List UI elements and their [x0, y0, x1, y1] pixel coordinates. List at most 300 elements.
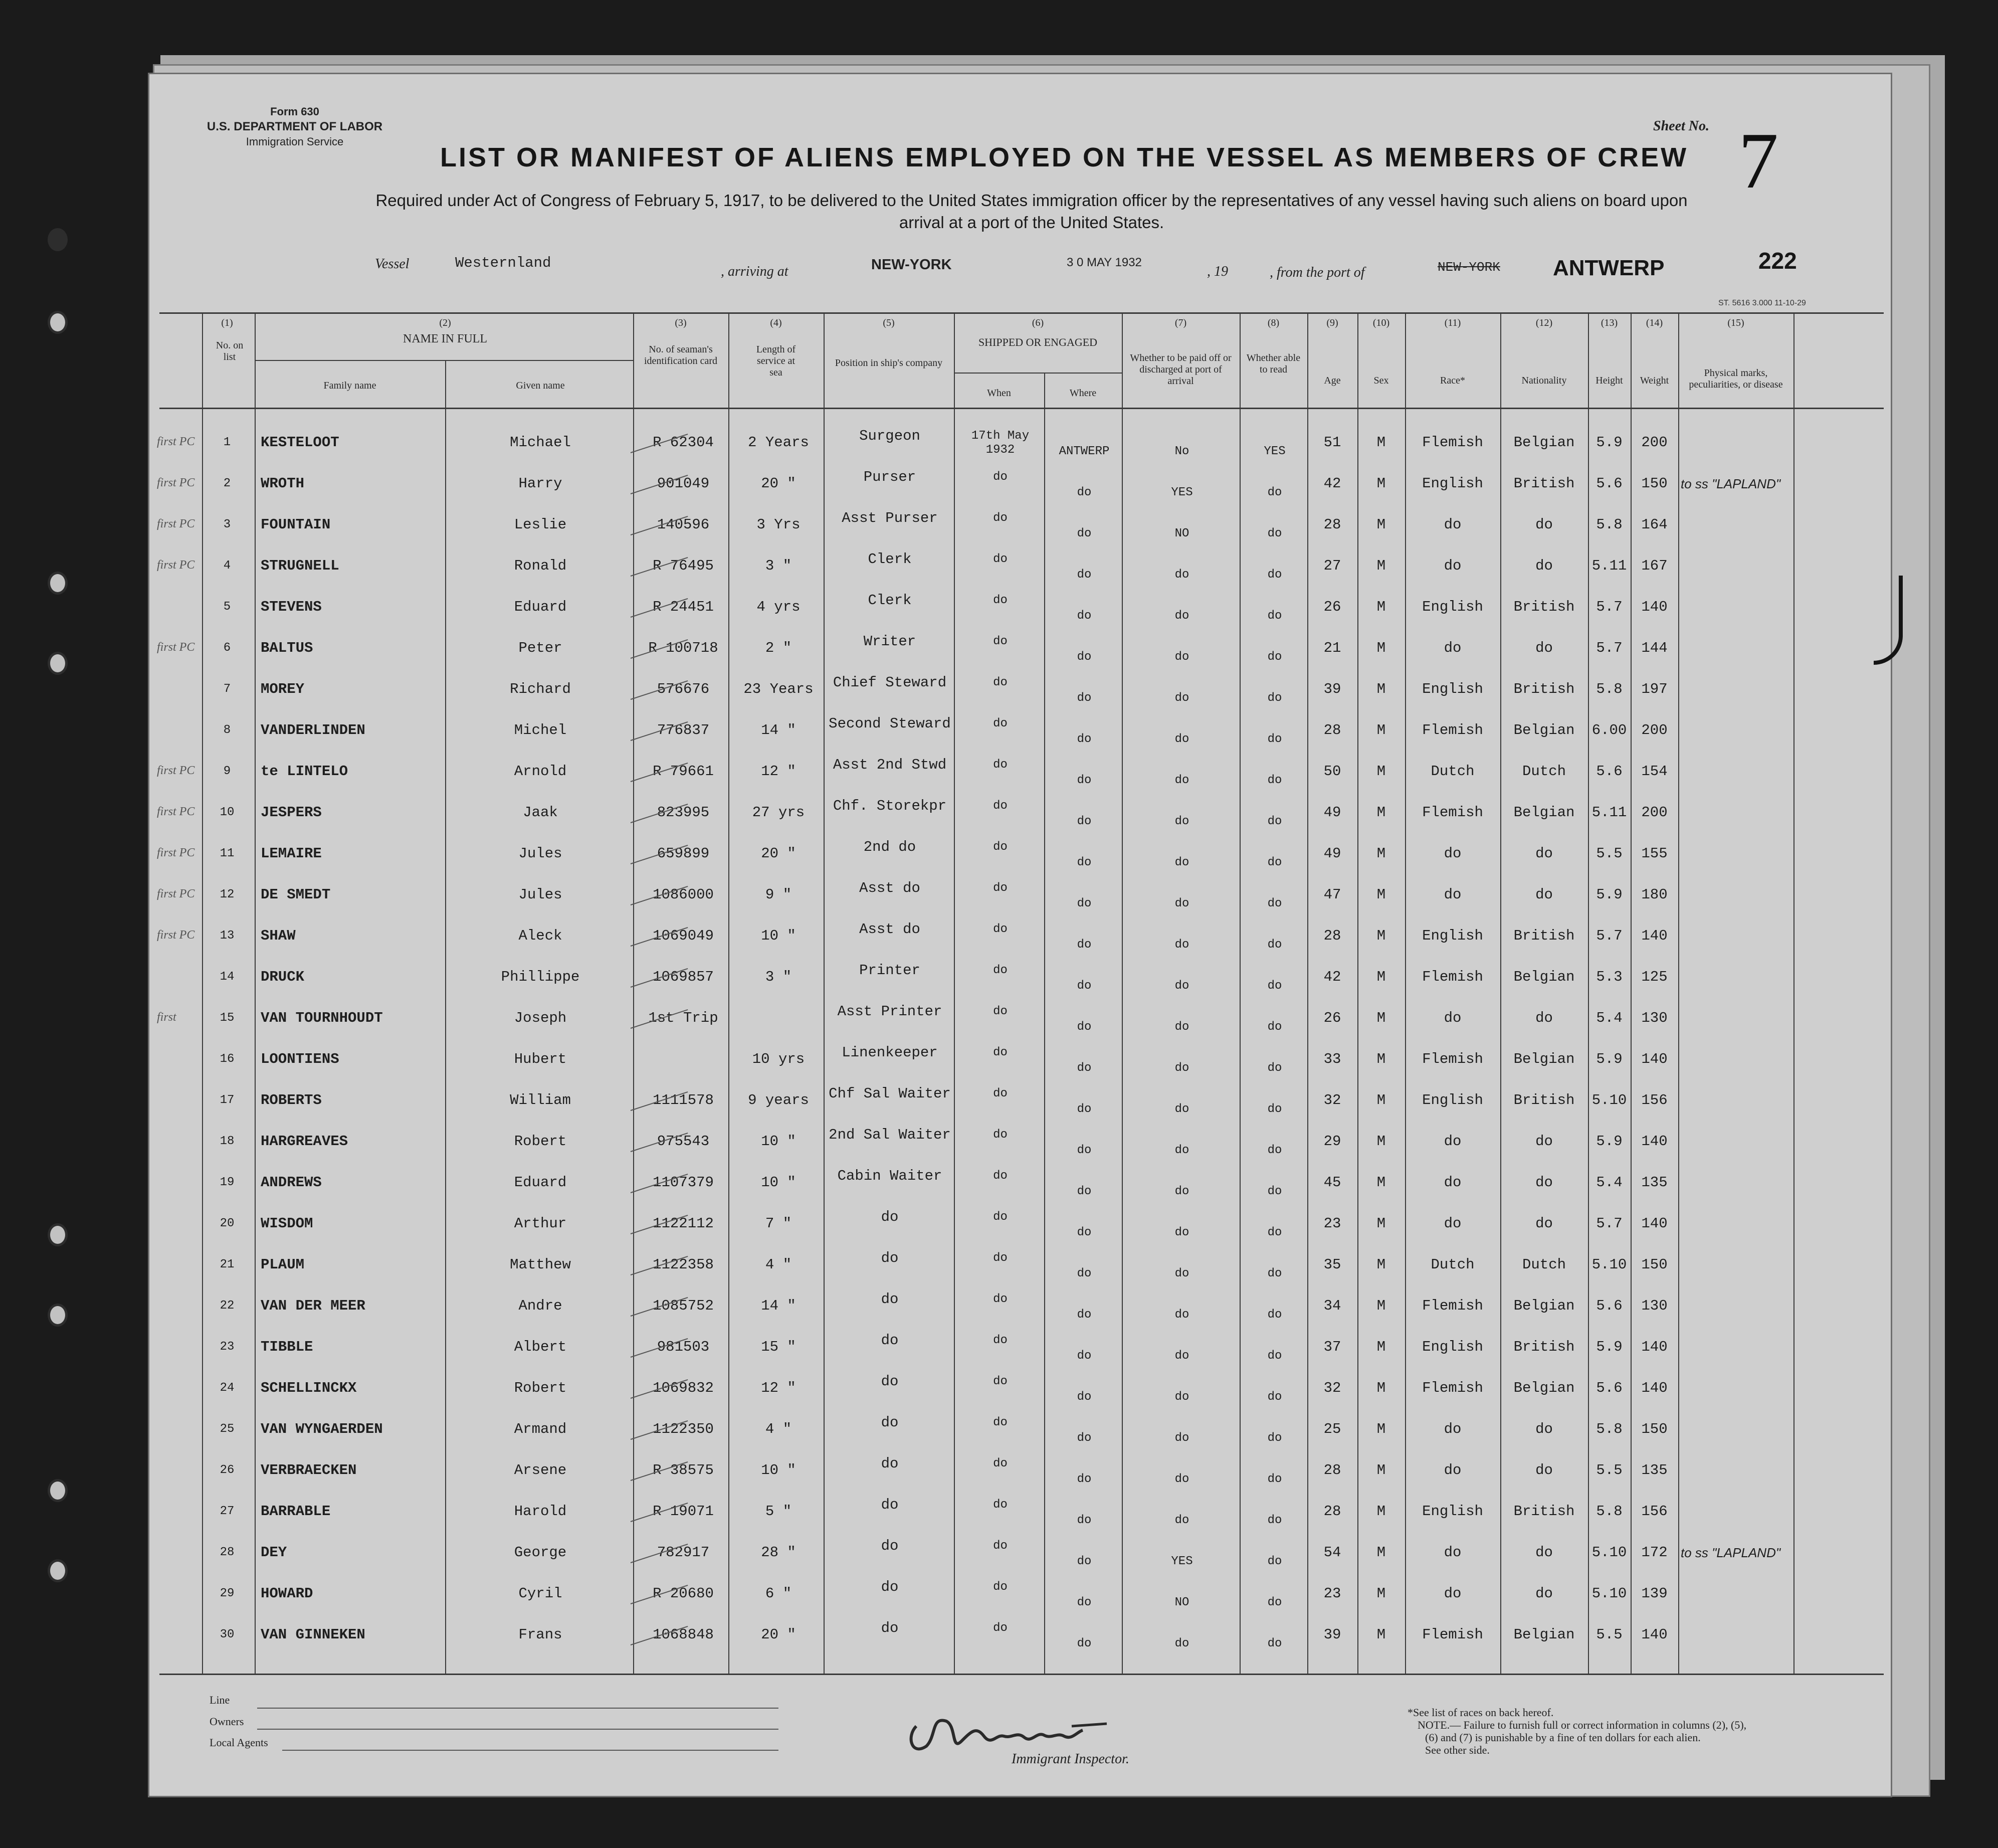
cell-where: do: [1077, 1596, 1092, 1609]
cell-nat: do: [1535, 845, 1553, 862]
cell-when: do: [993, 594, 1008, 607]
cell-age: 51: [1323, 434, 1341, 451]
cell-card: 901049: [657, 475, 710, 492]
cell-height: 5.9: [1596, 1133, 1623, 1150]
cell-weight: 180: [1641, 886, 1668, 903]
cell-when: do: [993, 1334, 1008, 1347]
cell-read: do: [1267, 1555, 1282, 1568]
col-3-number: (3): [675, 317, 687, 328]
cell-service: 4 ": [765, 1421, 792, 1437]
cell-position: Clerk: [868, 592, 912, 609]
cell-where: do: [1077, 1390, 1092, 1404]
cell-family: TIBBLE: [261, 1339, 313, 1355]
cell-service: 10 ": [761, 1133, 796, 1150]
cell-paid: do: [1174, 1102, 1189, 1116]
cell-age: 49: [1323, 845, 1341, 862]
cell-no: 27: [220, 1505, 235, 1518]
binder-hole-icon: [48, 572, 68, 595]
cell-position: do: [881, 1538, 899, 1554]
binder-hole-icon: [48, 652, 68, 675]
cell-card: 1122112: [653, 1215, 714, 1232]
cell-race: do: [1444, 1421, 1462, 1437]
margin-note: first PC: [157, 929, 195, 942]
cell-height: 5.10: [1591, 1092, 1627, 1108]
cell-no: 3: [223, 518, 231, 531]
cell-card: R 38575: [653, 1462, 714, 1479]
cell-family: BALTUS: [261, 640, 313, 656]
footer-owners-label: Owners: [210, 1715, 244, 1728]
department-name: U.S. DEPARTMENT OF LABOR: [207, 120, 383, 133]
cell-weight: 150: [1641, 1421, 1668, 1437]
manifest-subtitle: [265, 190, 1799, 234]
cell-height: 5.4: [1596, 1174, 1623, 1191]
cell-given: Arsene: [514, 1462, 567, 1479]
cell-when: do: [993, 1457, 1008, 1470]
cell-given: Matthew: [510, 1256, 571, 1273]
cell-sex: M: [1376, 558, 1386, 574]
footer-agents-label: Local Agents: [210, 1736, 268, 1749]
cell-where: do: [1077, 815, 1092, 828]
cell-paid: do: [1174, 815, 1189, 828]
col-11-header: Race*: [1440, 375, 1465, 386]
cell-weight: 140: [1641, 928, 1668, 944]
cell-given: Aleck: [518, 928, 562, 944]
cell-sex: M: [1376, 845, 1386, 862]
cell-nat: do: [1535, 1421, 1553, 1437]
cell-card: 1107379: [653, 1174, 714, 1191]
cell-where: do: [1077, 1637, 1092, 1650]
cell-age: 50: [1323, 763, 1341, 780]
cell-card: R 76495: [653, 558, 714, 574]
cell-age: 35: [1323, 1256, 1341, 1273]
cell-weight: 200: [1641, 434, 1668, 451]
cell-position: do: [881, 1291, 899, 1308]
shipped-split-rule: [954, 373, 1122, 374]
column-divider: [1044, 373, 1045, 1674]
col-6-header: SHIPPED OR ENGAGED: [978, 336, 1098, 348]
cell-where: do: [1077, 1144, 1092, 1157]
margin-note: first PC: [157, 476, 195, 489]
cell-nat: Belgian: [1513, 804, 1575, 821]
column-divider: [633, 312, 634, 1674]
cell-no: 19: [220, 1176, 235, 1189]
cell-paid: do: [1174, 1431, 1189, 1445]
cell-sex: M: [1376, 1544, 1386, 1561]
agents-underline: [282, 1750, 778, 1751]
cell-nat: do: [1535, 1544, 1553, 1561]
cell-paid: do: [1174, 1267, 1189, 1280]
cell-when: do: [993, 964, 1008, 977]
cell-position: Clerk: [868, 551, 912, 568]
cell-card: 782917: [657, 1544, 710, 1561]
cell-when: do: [993, 1539, 1008, 1553]
cell-paid: do: [1174, 568, 1189, 582]
cell-height: 5.8: [1596, 681, 1623, 697]
cell-sex: M: [1376, 599, 1386, 615]
cell-read: do: [1267, 897, 1282, 910]
subtitle-line-2: arrival at a port of the United States.: [899, 213, 1164, 232]
cell-position: do: [881, 1455, 899, 1472]
cell-position: 2nd Sal Waiter: [829, 1127, 951, 1143]
cell-when: do: [993, 511, 1008, 525]
cell-height: 5.7: [1596, 599, 1623, 615]
cell-race: Flemish: [1422, 804, 1483, 821]
cell-card: 1111578: [653, 1092, 714, 1108]
cell-nat: British: [1513, 681, 1575, 697]
cell-position: 2nd do: [863, 839, 916, 855]
cell-when: do: [993, 758, 1008, 772]
arriving-label: , arriving at: [721, 264, 788, 279]
cell-height: 5.8: [1596, 1503, 1623, 1520]
cell-when: do: [993, 1292, 1008, 1306]
cell-paid: do: [1174, 1226, 1189, 1239]
cell-family: DRUCK: [261, 969, 305, 985]
cell-read: do: [1267, 1596, 1282, 1609]
cell-given: Ronald: [514, 558, 567, 574]
cell-age: 27: [1323, 558, 1341, 574]
cell-service: 10 ": [761, 1462, 796, 1479]
cell-where: do: [1077, 650, 1092, 664]
cell-family: FOUNTAIN: [261, 516, 331, 533]
col-8-number: (8): [1267, 317, 1280, 328]
cell-given: Eduard: [514, 1174, 567, 1191]
col-7-header: Whether to be paid off or discharged at port of arrival: [1130, 352, 1232, 387]
cell-weight: 200: [1641, 804, 1668, 821]
cell-height: 5.6: [1596, 475, 1623, 492]
cell-family: WROTH: [261, 475, 305, 492]
cell-height: 5.10: [1591, 1585, 1627, 1602]
cell-nat: British: [1513, 928, 1575, 944]
cell-service: 12 ": [761, 763, 796, 780]
margin-note: first PC: [157, 764, 195, 777]
col-6-number: (6): [1032, 317, 1044, 328]
cell-nat: British: [1513, 475, 1575, 492]
column-divider: [824, 312, 825, 1674]
cell-card: 1122358: [653, 1256, 714, 1273]
cell-card: R 79661: [653, 763, 714, 780]
cell-service: 20 ": [761, 475, 796, 492]
cell-position: do: [881, 1250, 899, 1266]
cell-age: 42: [1323, 475, 1341, 492]
cell-when: do: [993, 1005, 1008, 1018]
cell-paid: do: [1174, 1390, 1189, 1404]
service-name: Immigration Service: [246, 135, 344, 148]
cell-given: William: [510, 1092, 571, 1108]
cell-given: Harold: [514, 1503, 567, 1520]
cell-no: 16: [220, 1052, 235, 1066]
cell-family: KESTELOOT: [261, 434, 339, 451]
cell-where: do: [1077, 691, 1092, 705]
cell-paid: do: [1174, 774, 1189, 787]
cell-weight: 140: [1641, 1051, 1668, 1067]
cell-no: 13: [220, 929, 235, 943]
cell-race: Flemish: [1422, 434, 1483, 451]
cell-race: Flemish: [1422, 1380, 1483, 1396]
cell-when: do: [993, 1210, 1008, 1224]
cell-height: 5.5: [1596, 1626, 1623, 1643]
cell-given: Arthur: [514, 1215, 567, 1232]
cell-sex: M: [1376, 1174, 1386, 1191]
margin-note: first: [157, 1011, 176, 1024]
col-15-header: Physical marks, peculiarities, or disease: [1689, 367, 1783, 390]
col-12-header: Nationality: [1521, 375, 1567, 386]
cell-service: 23 Years: [743, 681, 814, 697]
cell-sex: M: [1376, 475, 1386, 492]
cell-no: 9: [223, 765, 231, 778]
cell-no: 18: [220, 1135, 235, 1148]
cell-nat: British: [1513, 1503, 1575, 1520]
col-1-number: (1): [221, 317, 233, 328]
cell-no: 30: [220, 1628, 235, 1641]
cell-race: English: [1422, 1092, 1483, 1108]
cell-race: Flemish: [1422, 722, 1483, 738]
cell-when: do: [993, 1580, 1008, 1594]
cell-weight: 167: [1641, 558, 1668, 574]
col-5-number: (5): [883, 317, 895, 328]
cell-position: do: [881, 1373, 899, 1390]
cell-service: 14 ": [761, 722, 796, 738]
col-14-header: Weight: [1640, 375, 1669, 386]
cell-service: 7 ": [765, 1215, 792, 1232]
cell-no: 5: [223, 600, 231, 614]
col-9-header: Age: [1324, 375, 1341, 386]
cell-family: STRUGNELL: [261, 558, 339, 574]
cell-weight: 140: [1641, 1133, 1668, 1150]
margin-note: first PC: [157, 559, 195, 572]
cell-when: do: [993, 1087, 1008, 1100]
cell-read: do: [1267, 1267, 1282, 1280]
binder-hole-icon: [48, 311, 68, 334]
cell-sex: M: [1376, 640, 1386, 656]
cell-age: 39: [1323, 1626, 1341, 1643]
cell-race: do: [1444, 1215, 1462, 1232]
cell-race: Dutch: [1431, 763, 1475, 780]
cell-sex: M: [1376, 928, 1386, 944]
cell-card: R 100718: [648, 640, 718, 656]
cell-when: do: [993, 799, 1008, 813]
cell-paid: do: [1174, 1637, 1189, 1650]
cell-height: 5.9: [1596, 1051, 1623, 1067]
cell-no: 23: [220, 1340, 235, 1354]
cell-position: do: [881, 1579, 899, 1595]
cell-family: LOONTIENS: [261, 1051, 339, 1067]
cell-weight: 144: [1641, 640, 1668, 656]
cell-family: DEY: [261, 1544, 287, 1561]
cell-weight: 130: [1641, 1298, 1668, 1314]
arriving-port: NEW-YORK: [871, 257, 952, 273]
cell-read: do: [1267, 1185, 1282, 1198]
cell-nat: Belgian: [1513, 1626, 1575, 1643]
cell-card: 1085752: [653, 1298, 714, 1314]
cell-no: 8: [223, 723, 231, 737]
cell-nat: Dutch: [1522, 1256, 1566, 1273]
cell-sex: M: [1376, 886, 1386, 903]
cell-card: 576676: [657, 681, 710, 697]
cell-service: 4 ": [765, 1256, 792, 1273]
cell-when: do: [993, 470, 1008, 484]
cell-age: 28: [1323, 1462, 1341, 1479]
column-divider: [954, 312, 955, 1674]
cell-position: do: [881, 1209, 899, 1225]
cell-age: 28: [1323, 516, 1341, 533]
cell-read: do: [1267, 1431, 1282, 1445]
penalty-note-3: See other side.: [1425, 1744, 1490, 1756]
cell-when: do: [993, 1498, 1008, 1512]
cell-no: 28: [220, 1546, 235, 1559]
cell-where: do: [1077, 1061, 1092, 1075]
cell-paid: do: [1174, 691, 1189, 705]
arrival-date-stamp: 3 0 MAY 1932: [1067, 256, 1142, 269]
cell-service: 14 ": [761, 1298, 796, 1314]
cell-nat: do: [1535, 886, 1553, 903]
cell-given: Eduard: [514, 599, 567, 615]
cell-race: do: [1444, 640, 1462, 656]
cell-read: do: [1267, 609, 1282, 623]
cell-service: 28 ": [761, 1544, 796, 1561]
cell-paid: YES: [1171, 1555, 1193, 1568]
cell-marks: to ss "LAPLAND": [1681, 1545, 1781, 1560]
cell-race: do: [1444, 886, 1462, 903]
sheet-number: 7: [1738, 116, 1778, 205]
cell-card: 1069857: [653, 969, 714, 985]
cell-when: do: [993, 1128, 1008, 1142]
cell-when: do: [993, 840, 1008, 854]
cell-family: VAN GINNEKEN: [261, 1626, 365, 1643]
cell-height: 5.8: [1596, 516, 1623, 533]
cell-given: Robert: [514, 1133, 567, 1150]
cell-age: 25: [1323, 1421, 1341, 1437]
cell-card: R 24451: [653, 599, 714, 615]
cell-age: 28: [1323, 1503, 1341, 1520]
cell-paid: do: [1174, 732, 1189, 746]
cell-where: do: [1077, 897, 1092, 910]
cell-position: Chf. Storekpr: [833, 798, 947, 814]
cell-where: do: [1077, 774, 1092, 787]
cell-read: do: [1267, 1514, 1282, 1527]
cell-race: English: [1422, 599, 1483, 615]
cell-when: do: [993, 676, 1008, 689]
cell-sex: M: [1376, 1133, 1386, 1150]
cell-read: do: [1267, 774, 1282, 787]
column-divider: [728, 312, 729, 1674]
cell-where: do: [1077, 1349, 1092, 1363]
column-divider: [255, 312, 256, 1674]
binder-hole-icon: [48, 1223, 68, 1246]
cell-card: 776837: [657, 722, 710, 738]
cell-given: Andre: [518, 1298, 562, 1314]
cell-paid: do: [1174, 1020, 1189, 1034]
cell-paid: NO: [1174, 527, 1189, 540]
cell-nat: Belgian: [1513, 722, 1575, 738]
cell-weight: 150: [1641, 475, 1668, 492]
cell-service: 9 ": [765, 886, 792, 903]
cell-service: 27 yrs: [752, 804, 805, 821]
cell-family: VANDERLINDEN: [261, 722, 365, 738]
margin-note: first PC: [157, 435, 195, 448]
cell-no: 6: [223, 641, 231, 655]
cell-height: 5.6: [1596, 763, 1623, 780]
cell-given: Jules: [518, 886, 562, 903]
cell-no: 11: [220, 847, 235, 860]
cell-service: 10 ": [761, 1174, 796, 1191]
cell-service: 10 ": [761, 928, 796, 944]
cell-position: Asst 2nd Stwd: [833, 757, 947, 773]
shipped-when-header: When: [987, 388, 1011, 399]
cell-where: do: [1077, 1472, 1092, 1486]
cell-age: 23: [1323, 1215, 1341, 1232]
cell-nat: do: [1535, 1174, 1553, 1191]
cell-nat: do: [1535, 640, 1553, 656]
cell-family: SCHELLINCKX: [261, 1380, 357, 1396]
cell-given: Harry: [518, 475, 562, 492]
cell-given: George: [514, 1544, 567, 1561]
cell-no: 4: [223, 559, 231, 573]
cell-height: 5.9: [1596, 1339, 1623, 1355]
table-header-rule: [159, 408, 1884, 409]
cell-race: English: [1422, 1339, 1483, 1355]
cell-nat: Belgian: [1513, 1380, 1575, 1396]
cell-when: do: [993, 635, 1008, 648]
cell-paid: do: [1174, 938, 1189, 952]
cell-weight: 140: [1641, 599, 1668, 615]
cell-sex: M: [1376, 1010, 1386, 1026]
cell-paid: do: [1174, 1472, 1189, 1486]
margin-note: first PC: [157, 517, 195, 530]
cell-sex: M: [1376, 1092, 1386, 1108]
cell-age: 21: [1323, 640, 1341, 656]
cell-read: do: [1267, 1144, 1282, 1157]
cell-given: Cyril: [518, 1585, 562, 1602]
cell-nat: do: [1535, 516, 1553, 533]
cell-where: do: [1077, 732, 1092, 746]
cell-height: 5.5: [1596, 845, 1623, 862]
manifest-sheet: [148, 73, 1892, 1797]
cell-paid: NO: [1174, 1596, 1189, 1609]
binder-hole-icon: [48, 228, 68, 251]
cell-family: VERBRAECKEN: [261, 1462, 357, 1479]
cell-service: 12 ": [761, 1380, 796, 1396]
margin-note: first PC: [157, 887, 195, 900]
shipped-where-header: Where: [1069, 388, 1097, 399]
races-note: *See list of races on back hereof.: [1408, 1706, 1554, 1719]
cell-race: do: [1444, 845, 1462, 862]
col-4-header: Length of service at sea: [756, 344, 796, 378]
cell-where: do: [1077, 938, 1092, 952]
cell-paid: do: [1174, 1308, 1189, 1322]
cell-given: Albert: [514, 1339, 567, 1355]
cell-sex: M: [1376, 434, 1386, 451]
binder-hole-icon: [48, 1479, 68, 1502]
cell-where: do: [1077, 1308, 1092, 1322]
owners-underline: [257, 1729, 778, 1730]
cell-height: 5.10: [1591, 1256, 1627, 1273]
table-top-rule: [159, 312, 1884, 314]
cell-service: 3 ": [765, 558, 792, 574]
cell-paid: do: [1174, 1144, 1189, 1157]
cell-read: do: [1267, 856, 1282, 869]
cell-no: 24: [220, 1381, 235, 1395]
cell-where: do: [1077, 609, 1092, 623]
cell-when: do: [993, 1251, 1008, 1265]
cell-weight: 140: [1641, 1215, 1668, 1232]
cell-age: 26: [1323, 599, 1341, 615]
cell-nat: Belgian: [1513, 969, 1575, 985]
col-7-number: (7): [1174, 317, 1187, 328]
cell-weight: 156: [1641, 1092, 1668, 1108]
cell-race: do: [1444, 516, 1462, 533]
col-9-number: (9): [1326, 317, 1338, 328]
cell-position: Cabin Waiter: [837, 1168, 942, 1184]
